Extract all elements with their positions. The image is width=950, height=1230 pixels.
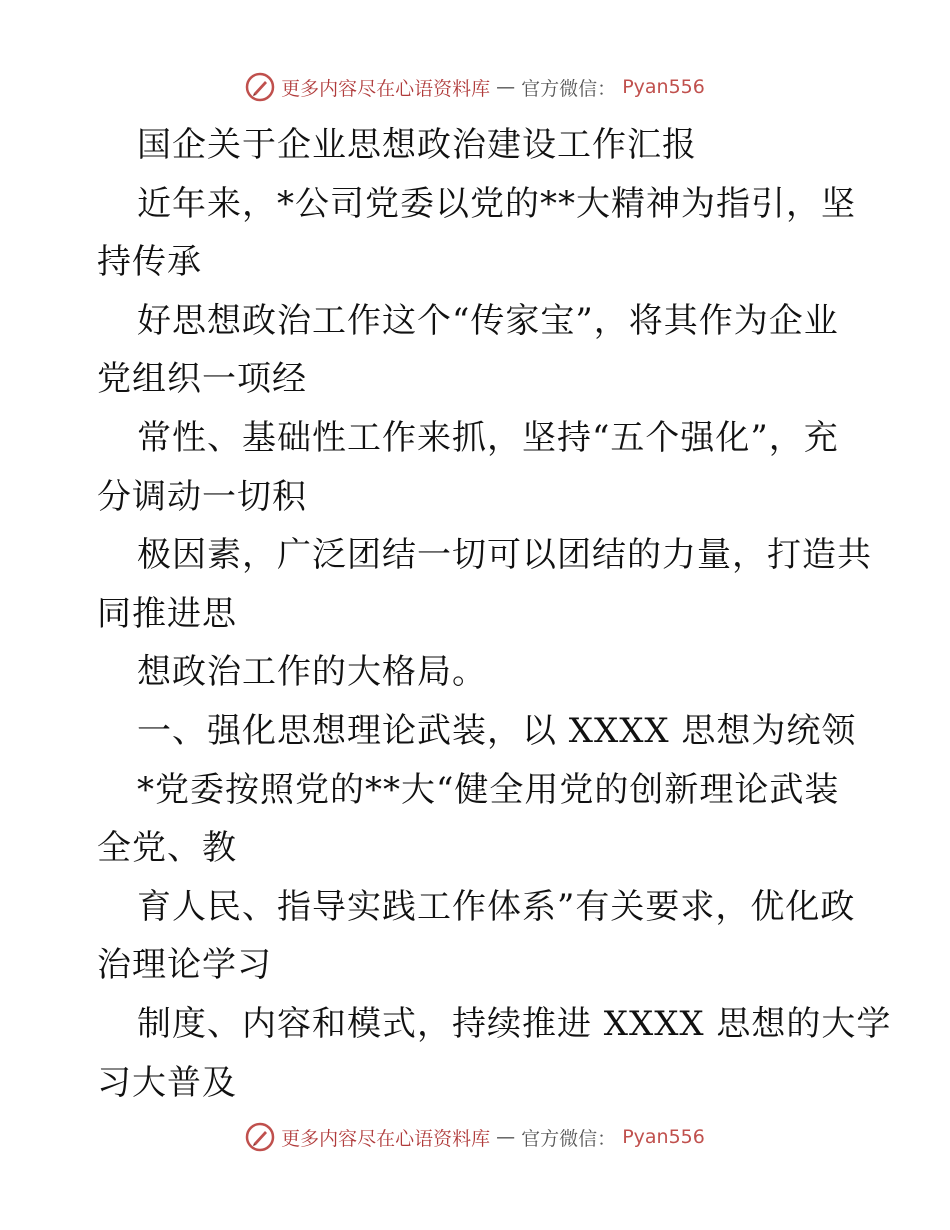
header-watermark <box>0 72 950 102</box>
paragraph-line: 党组织一项经 <box>97 359 307 400</box>
watermark-wechat-label: 官方微信： <box>521 1127 617 1150</box>
paragraph-line: 近年来，*公司党委以党的**大精神为指引，坚 <box>137 183 856 224</box>
paragraph-line: 治理论学习 <box>97 945 272 986</box>
paragraph-line: 一、强化思想理论武装，以 XXXX 思想为统领 <box>137 710 857 751</box>
pen-logo-icon <box>245 72 275 102</box>
watermark-separator: — <box>496 76 516 98</box>
watermark-wechat-id: Pyan556 <box>622 76 705 98</box>
footer-watermark <box>0 1122 950 1152</box>
pen-logo-icon <box>245 1122 275 1152</box>
watermark-text: 更多内容尽在心语资料库 <box>281 77 491 100</box>
paragraph-line: *党委按照党的**大“健全用党的创新理论武装 <box>137 769 840 810</box>
paragraph-line: 想政治工作的大格局。 <box>137 652 487 693</box>
paragraph-line: 好思想政治工作这个“传家宝”，将其作为企业 <box>137 300 839 341</box>
paragraph-line: 同推进思 <box>97 593 237 634</box>
paragraph-line: 持传承 <box>97 242 202 283</box>
watermark-separator: — <box>496 1126 516 1148</box>
watermark-wechat-id: Pyan556 <box>622 1126 705 1148</box>
paragraph-line: 育人民、指导实践工作体系”有关要求，优化政 <box>137 886 856 927</box>
paragraph-line: 极因素，广泛团结一切可以团结的力量，打造共 <box>137 535 872 576</box>
paragraph-line: 分调动一切积 <box>97 476 307 517</box>
document-body <box>97 116 892 1112</box>
watermark-wechat-label: 官方微信： <box>521 77 617 100</box>
watermark-text: 更多内容尽在心语资料库 <box>281 1127 491 1150</box>
paragraph-line: 全党、教 <box>97 828 237 869</box>
paragraph-line: 制度、内容和模式，持续推进 XXXX 思想的大学 <box>137 1003 892 1044</box>
document-title: 国企关于企业思想政治建设工作汇报 <box>137 125 697 165</box>
paragraph-line: 习大普及 <box>97 1062 237 1103</box>
paragraph-line: 常性、基础性工作来抓，坚持“五个强化”，充 <box>137 417 839 458</box>
